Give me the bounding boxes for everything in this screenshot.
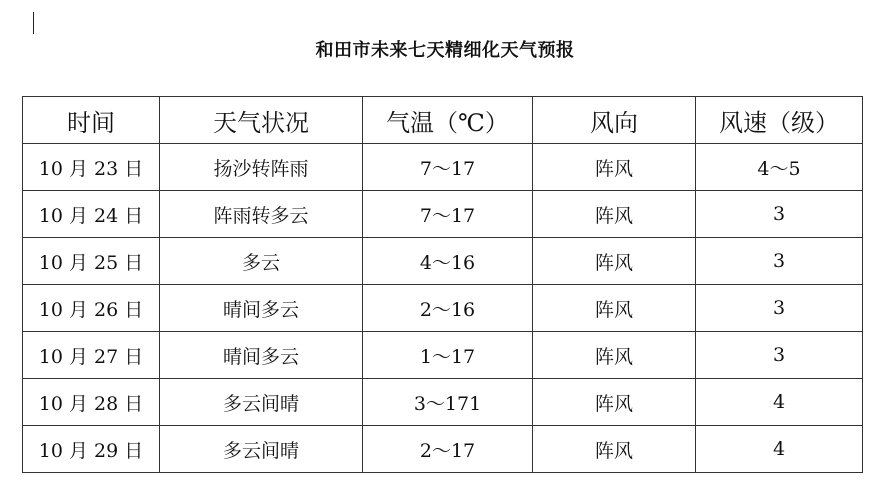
cell-date: 10 月 27 日 xyxy=(23,332,160,379)
text-cursor xyxy=(33,12,34,34)
table-row xyxy=(23,379,863,426)
cell-date: 10 月 24 日 xyxy=(23,191,160,238)
cell-wind-speed: 3 xyxy=(696,191,863,238)
header-wind-speed: 风速（级） xyxy=(696,97,863,144)
header-date: 时间 xyxy=(23,97,160,144)
cell-wind-direction: 阵风 xyxy=(533,144,696,191)
cell-wind-speed: 3 xyxy=(696,285,863,332)
cell-wind-direction: 阵风 xyxy=(533,191,696,238)
cell-weather: 晴间多云 xyxy=(160,332,363,379)
header-temperature: 气温（℃） xyxy=(363,97,533,144)
cell-wind-speed: 3 xyxy=(696,332,863,379)
table-header-row xyxy=(23,97,863,144)
cell-weather: 阵雨转多云 xyxy=(160,191,363,238)
cell-wind-speed: 4 xyxy=(696,379,863,426)
table-row xyxy=(23,144,863,191)
cell-temperature: 7～17 xyxy=(363,191,533,238)
cell-wind-direction: 阵风 xyxy=(533,238,696,285)
cell-date: 10 月 25 日 xyxy=(23,238,160,285)
cell-temperature: 3～171 xyxy=(363,379,533,426)
cell-date: 10 月 29 日 xyxy=(23,426,160,473)
cell-wind-direction: 阵风 xyxy=(533,426,696,473)
cell-wind-direction: 阵风 xyxy=(533,379,696,426)
table-row xyxy=(23,426,863,473)
document-title: 和田市未来七天精细化天气预报 xyxy=(315,40,575,61)
cell-wind-speed: 4～5 xyxy=(696,144,863,191)
cell-wind-speed: 3 xyxy=(696,238,863,285)
cell-date: 10 月 28 日 xyxy=(23,379,160,426)
cell-wind-direction: 阵风 xyxy=(533,285,696,332)
cell-weather: 多云间晴 xyxy=(160,379,363,426)
cell-temperature: 2～16 xyxy=(363,285,533,332)
cell-temperature: 2～17 xyxy=(363,426,533,473)
cell-weather: 晴间多云 xyxy=(160,285,363,332)
cell-temperature: 7～17 xyxy=(363,144,533,191)
table-row xyxy=(23,285,863,332)
cell-weather: 多云间晴 xyxy=(160,426,363,473)
cell-weather: 扬沙转阵雨 xyxy=(160,144,363,191)
cell-temperature: 1～17 xyxy=(363,332,533,379)
cell-temperature: 4～16 xyxy=(363,238,533,285)
table-row xyxy=(23,332,863,379)
table-row xyxy=(23,191,863,238)
cell-weather: 多云 xyxy=(160,238,363,285)
cell-wind-speed: 4 xyxy=(696,426,863,473)
header-wind-direction: 风向 xyxy=(533,97,696,144)
forecast-table xyxy=(22,96,863,473)
cell-date: 10 月 23 日 xyxy=(23,144,160,191)
cell-date: 10 月 26 日 xyxy=(23,285,160,332)
cell-wind-direction: 阵风 xyxy=(533,332,696,379)
table-row xyxy=(23,238,863,285)
header-weather: 天气状况 xyxy=(160,97,363,144)
